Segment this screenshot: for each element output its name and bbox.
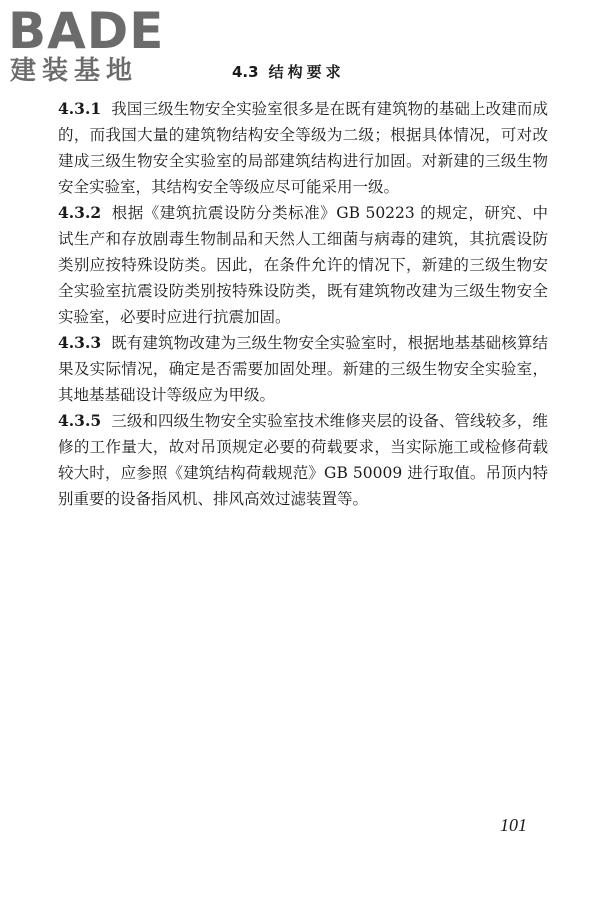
clause [58,96,548,200]
logo-wordmark: BADE [8,2,165,60]
section-number: 4.3 [232,63,259,81]
clause-text: 三级和四级生物安全实验室技术维修夹层的设备、管线较多，维修的工作量大，故对吊顶规定必要的荷载要求，当实际施工或检修荷载较大时，应参照《建筑结构荷载规范》GB 50009 进行取值。吊顶内特别重要的设备指风机、排风高效过滤装置等。 [58,412,548,508]
logo-chinese-text: 建装基地 [10,56,139,86]
brand-logo [8,2,178,86]
section-title: 结构要求 [268,63,345,81]
clause [58,408,548,512]
clause [58,330,548,408]
clause-number: 4.3.2 [58,203,102,222]
clause-text: 根据《建筑抗震设防分类标准》GB 50223 的规定，研究、中试生产和存放剧毒生物制品和天然人工细菌与病毒的建筑，其抗震设防类别应按特殊设防类。因此，在条件允许的情况下，新建的三级生物安全实验室抗震设防类别按特殊设防类，既有建筑物改建为三级生物安全实验室，必要时应进行抗震加固。 [58,204,548,326]
clause [58,200,548,330]
clause-text: 我国三级生物安全实验室很多是在既有建筑物的基础上改建而成的，而我国大量的建筑物结构安全等级为二级；根据具体情况，可对改建成三级生物安全实验室的局部建筑结构进行加固。对新建的三级生物安全实验室，其结构安全等级应尽可能采用一级。 [58,100,548,196]
page-content [58,96,548,512]
clause-number: 4.3.1 [58,99,102,118]
page-number: 101 [500,815,527,835]
clause-number: 4.3.3 [58,333,102,352]
section-heading [232,61,345,83]
clause-text: 既有建筑物改建为三级生物安全实验室时，根据地基基础核算结果及实际情况，确定是否需要加固处理。新建的三级生物安全实验室，其地基基础设计等级应为甲级。 [58,334,548,404]
clause-number: 4.3.5 [58,411,102,430]
